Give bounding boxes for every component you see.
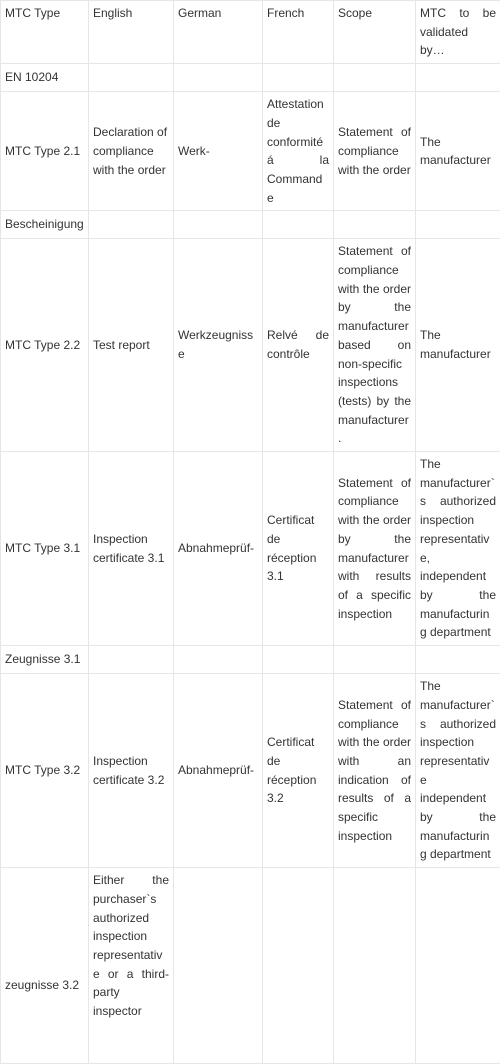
table-row bbox=[1, 868, 500, 1064]
cell-german: Abnahmeprüf- bbox=[174, 674, 263, 868]
empty-cell bbox=[416, 868, 500, 1064]
empty-cell bbox=[263, 64, 334, 92]
cell-french: Attestation de conformité á la Commande bbox=[263, 92, 334, 211]
cell-english: Either the purchaser`s authorized inspection representative or a third-party inspector bbox=[89, 868, 174, 1064]
empty-cell bbox=[334, 211, 416, 239]
header-english: English bbox=[89, 1, 174, 64]
table-row bbox=[1, 674, 500, 868]
empty-cell bbox=[263, 211, 334, 239]
empty-cell bbox=[416, 646, 500, 674]
empty-cell bbox=[89, 64, 174, 92]
cell-german: Werkzeugnisse bbox=[174, 239, 263, 452]
row-label: Bescheinigung bbox=[1, 211, 89, 239]
cell-scope: Statement of compliance with the order by the manufacturer with results of a specific inspection bbox=[334, 452, 416, 646]
cell-mtc-type: MTC Type 2.1 bbox=[1, 92, 89, 211]
empty-cell bbox=[89, 646, 174, 674]
cell-mtc-type: MTC Type 3.2 bbox=[1, 674, 89, 868]
row-label: EN 10204 bbox=[1, 64, 89, 92]
cell-german: Werk- bbox=[174, 92, 263, 211]
empty-cell bbox=[174, 868, 263, 1064]
row-label: Zeugnisse 3.1 bbox=[1, 646, 89, 674]
cell-german: Abnahmeprüf- bbox=[174, 452, 263, 646]
table-row bbox=[1, 64, 500, 92]
cell-mtc-type: MTC Type 2.2 bbox=[1, 239, 89, 452]
header-scope: Scope bbox=[334, 1, 416, 64]
header-german: German bbox=[174, 1, 263, 64]
empty-cell bbox=[174, 646, 263, 674]
cell-validated-by: The manufacturer`s authorized inspection representative independent by the manufacturing department bbox=[416, 674, 500, 868]
empty-cell bbox=[174, 211, 263, 239]
empty-cell bbox=[89, 211, 174, 239]
empty-cell bbox=[174, 64, 263, 92]
table-row bbox=[1, 211, 500, 239]
cell-scope: Statement of compliance with the order with an indication of results of a specific inspection bbox=[334, 674, 416, 868]
header-validated-by: MTC to be validated by… bbox=[416, 1, 500, 64]
cell-mtc-type: MTC Type 3.1 bbox=[1, 452, 89, 646]
cell-english: Test report bbox=[89, 239, 174, 452]
empty-cell bbox=[334, 646, 416, 674]
empty-cell bbox=[416, 64, 500, 92]
table-row bbox=[1, 239, 500, 452]
cell-validated-by: The manufacturer bbox=[416, 92, 500, 211]
cell-french: Certificat de réception 3.2 bbox=[263, 674, 334, 868]
cell-scope: Statement of compliance with the order bbox=[334, 92, 416, 211]
cell-mtc-type: zeugnisse 3.2 bbox=[1, 868, 89, 1064]
table-row bbox=[1, 646, 500, 674]
table-header-row bbox=[1, 1, 500, 64]
cell-french: Relvé de contrôle bbox=[263, 239, 334, 452]
header-mtc-type: MTC Type bbox=[1, 1, 89, 64]
empty-cell bbox=[263, 646, 334, 674]
header-french: French bbox=[263, 1, 334, 64]
empty-cell bbox=[334, 868, 416, 1064]
cell-english: Inspection certificate 3.1 bbox=[89, 452, 174, 646]
cell-english: Inspection certificate 3.2 bbox=[89, 674, 174, 868]
cell-scope: Statement of compliance with the order by the manufacturer based on non-specific inspections (tests) by the manufacturer. bbox=[334, 239, 416, 452]
cell-validated-by: The manufacturer`s authorized inspection representative, independent by the manufacturing department bbox=[416, 452, 500, 646]
empty-cell bbox=[334, 64, 416, 92]
cell-english: Declaration of compliance with the order bbox=[89, 92, 174, 211]
cell-validated-by: The manufacturer bbox=[416, 239, 500, 452]
empty-cell bbox=[263, 868, 334, 1064]
empty-cell bbox=[416, 211, 500, 239]
table-row bbox=[1, 452, 500, 646]
cell-french: Certificat de réception 3.1 bbox=[263, 452, 334, 646]
table-row bbox=[1, 92, 500, 211]
